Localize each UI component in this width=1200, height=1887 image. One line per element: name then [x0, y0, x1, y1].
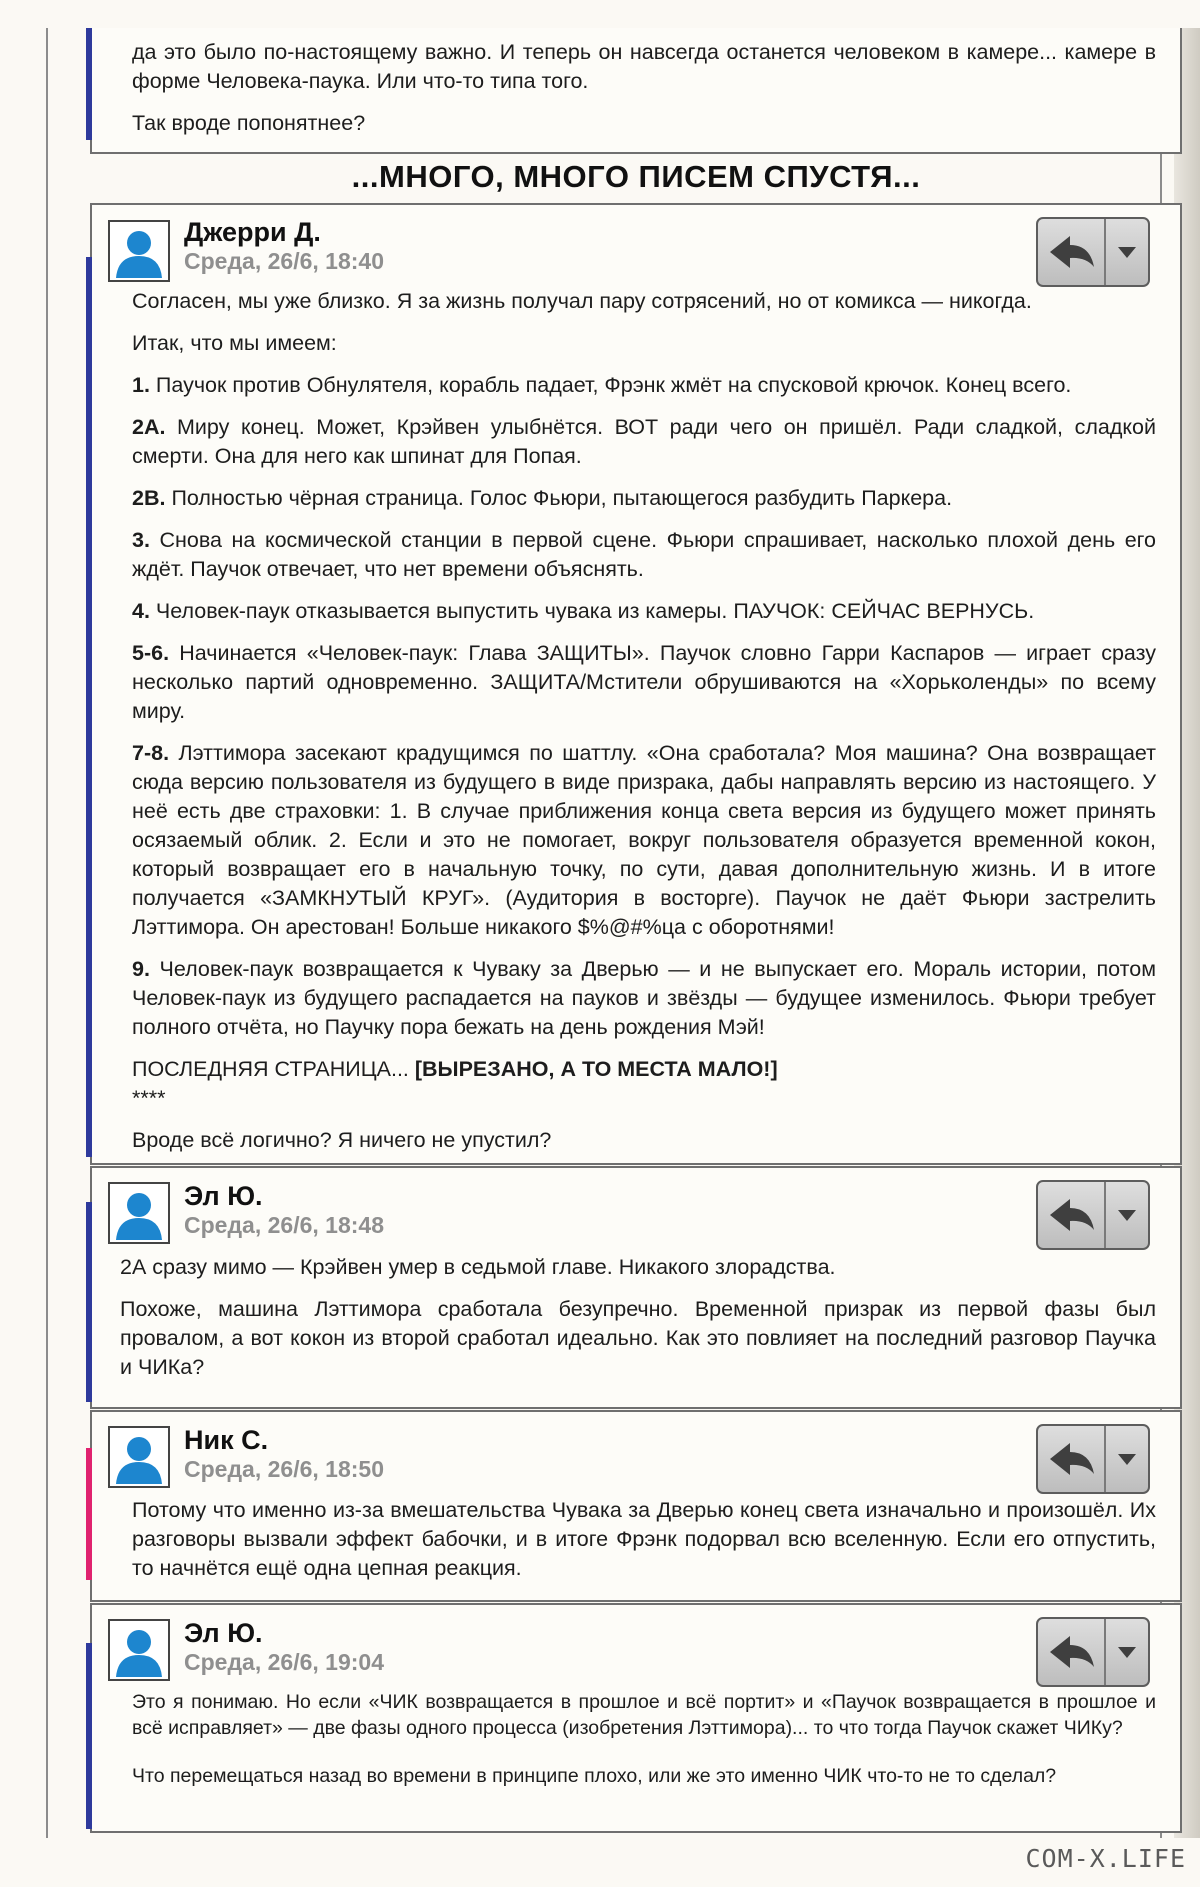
item-text: Начинается «Человек-паук: Глава ЗАЩИТЫ». Паучок словно Гарри Каспаров — играет сразу несколько партий одновременно. ЗАЩИТА/Мстители обрушиваются на «Хорьколенды» по всему миру. — [132, 641, 1156, 723]
reply-button[interactable] — [1036, 1424, 1150, 1494]
post-fragment — [90, 28, 1182, 154]
item-number: 4. — [132, 599, 150, 623]
list-item — [132, 955, 1156, 1042]
item-text: Человек-паук отказывается выпустить чувака из камеры. ПАУЧОК: СЕЙЧАС ВЕРНУСЬ. — [149, 599, 1035, 623]
post-paragraph: Вроде всё логично? Я ничего не упустил? — [132, 1128, 552, 1152]
list-item — [132, 526, 1156, 584]
item-text: Паучок против Обнулятеля, корабль падает, Фрэнк жмёт на спусковой крючок. Конец всего. — [149, 373, 1072, 397]
accent-bar — [86, 1643, 92, 1829]
reply-dropdown[interactable] — [1106, 1619, 1148, 1685]
fragment-paragraph: Так вроде попонятнее? — [132, 111, 366, 135]
post-paragraph: Похоже, машина Лэттимора сработала безупречно. Временной призрак из первой фазы был провалом, а вот кокон из второй сработал идеально. Как это повлияет на последний разговор Паучка и ЧИКа? — [120, 1297, 1156, 1379]
reply-button[interactable] — [1036, 1180, 1150, 1250]
item-number: 2В. — [132, 486, 166, 510]
reply-main[interactable] — [1038, 1426, 1106, 1492]
page-frame-left — [46, 28, 48, 1838]
item-text: Лэттимора засекают крадущимся по шаттлу. «Она сработала? Моя машина? Она возвращает сюда версию пользователя из будущего в виде призрака, дабы направлять версию из настоящего. У неё есть две страховки: 1. В случае приближения конца света версия из будущего может принять осязаемый облик. 2. Если и это не помогает, вокруг пользователя образуется временной кокон, который возвращает его в начальную точку, по сути, давая дополнительную жизнь. И в итоге получается «ЗАМКНУТЫЙ КРУГ». (Аудитория в восторге). Паучок не даёт Фьюри застрелить Лэттимора. Он арестован! Больше никакого $%@#%ца с оборотнями! — [132, 741, 1156, 939]
list-item — [132, 597, 1156, 626]
reply-dropdown[interactable] — [1106, 219, 1148, 285]
item-text: Снова на космической станции в первой сцене. Фьюри спрашивает, насколько плохой день его ждёт. Паучок отвечает, что нет времени объяснять. — [132, 528, 1156, 581]
reply-arrow-icon — [1038, 219, 1104, 285]
list-item — [132, 371, 1156, 400]
chevron-down-icon — [1106, 1619, 1148, 1685]
avatar — [108, 1182, 170, 1244]
post-paragraph: Что перемещаться назад во времени в принципе плохо, или же это именно ЧИК что-то не то сделал? — [132, 1765, 1057, 1787]
last-page-bold: [ВЫРЕЗАНО, А ТО МЕСТА МАЛО!] — [414, 1057, 778, 1081]
accent-bar — [86, 1448, 92, 1580]
post-paragraph: Согласен, мы уже близко. Я за жизнь получал пару сотрясений, но от комикса — никогда. — [132, 289, 1032, 313]
post-date: Среда, 26/6, 18:50 — [184, 1456, 384, 1482]
post-date: Среда, 26/6, 18:40 — [184, 248, 384, 274]
post-paragraph: Это я понимаю. Но если «ЧИК возвращается в прошлое и всё портит» и «Паучок возвращается в прошлое и всё исправляет» — две фазы одного процесса (изобретения Лэттимора)... то что тогда Паучок скажет ЧИКу? — [132, 1691, 1156, 1739]
fragment-paragraph: да это было по-настоящему важно. И теперь он навсегда останется человеком в камере... камере в форме Человека-паука. Или что-то типа того. — [132, 40, 1156, 93]
user-avatar-icon — [110, 1621, 168, 1679]
post-author: Ник С. — [184, 1425, 269, 1455]
accent-bar — [86, 1202, 92, 1402]
list-item — [132, 739, 1156, 942]
post-paragraph: Итак, что мы имеем: — [132, 331, 337, 355]
user-avatar-icon — [110, 222, 168, 280]
last-page-prefix: ПОСЛЕДНЯЯ СТРАНИЦА... — [132, 1057, 415, 1081]
post-el-2 — [90, 1603, 1182, 1833]
watermark: COM-X.LIFE — [1025, 1844, 1186, 1873]
reply-dropdown[interactable] — [1106, 1182, 1148, 1248]
list-item — [132, 639, 1156, 726]
item-text: Человек-паук возвращается к Чуваку за Дверью — и не выпускает его. Мораль истории, потом Человек-паук из будущего распадается на пауков и звёзды — будущее изменилось. Фьюри требует полного отчёта, но Паучку пора бежать на день рождения Мэй! — [132, 957, 1156, 1039]
post-paragraph: Потому что именно из-за вмешательства Чувака за Дверью конец света изначально и произошёл. Их разговоры вызвали эффект бабочки, и в итоге Фрэнк подорвал всю вселенную. Если его отпустить, то начнётся ещё одна цепная реакция. — [132, 1498, 1156, 1580]
reply-button[interactable] — [1036, 217, 1150, 287]
avatar — [108, 220, 170, 282]
reply-dropdown[interactable] — [1106, 1426, 1148, 1492]
item-number: 3. — [132, 528, 150, 552]
item-number: 2А. — [132, 415, 166, 439]
user-avatar-icon — [110, 1428, 168, 1486]
accent-bar — [86, 28, 92, 140]
reply-main[interactable] — [1038, 1182, 1106, 1248]
post-author: Эл Ю. — [184, 1181, 263, 1211]
last-page-line — [132, 1055, 1156, 1084]
chevron-down-icon — [1106, 1182, 1148, 1248]
post-paragraph: 2А сразу мимо — Крэйвен умер в седьмой главе. Никакого злорадства. — [120, 1255, 836, 1279]
item-text: Миру конец. Может, Крэйвен улыбнётся. ВОТ ради чего он пришёл. Ради сладкой, сладкой смерти. Она для него как шпинат для Попая. — [132, 415, 1156, 468]
reply-arrow-icon — [1038, 1426, 1104, 1492]
list-item — [132, 484, 1156, 513]
list-item — [132, 413, 1156, 471]
chevron-down-icon — [1106, 1426, 1148, 1492]
item-text: Полностью чёрная страница. Голос Фьюри, пытающегося разбудить Паркера. — [165, 486, 953, 510]
reply-main[interactable] — [1038, 219, 1106, 285]
item-number: 7-8. — [132, 741, 170, 765]
post-nik — [90, 1410, 1182, 1602]
post-jerry — [90, 203, 1182, 1165]
avatar — [108, 1619, 170, 1681]
reply-arrow-icon — [1038, 1619, 1104, 1685]
reply-arrow-icon — [1038, 1182, 1104, 1248]
item-number: 9. — [132, 957, 150, 981]
post-date: Среда, 26/6, 18:48 — [184, 1212, 384, 1238]
accent-bar — [86, 257, 92, 1157]
post-author: Джерри Д. — [184, 217, 321, 247]
item-number: 5-6. — [132, 641, 170, 665]
item-number: 1. — [132, 373, 150, 397]
user-avatar-icon — [110, 1184, 168, 1242]
reply-main[interactable] — [1038, 1619, 1106, 1685]
avatar — [108, 1426, 170, 1488]
section-title: ...МНОГО, МНОГО ПИСЕМ СПУСТЯ... — [351, 159, 921, 194]
stars-separator: **** — [132, 1086, 166, 1110]
reply-button[interactable] — [1036, 1617, 1150, 1687]
chevron-down-icon — [1106, 219, 1148, 285]
post-el-1 — [90, 1166, 1182, 1409]
post-author: Эл Ю. — [184, 1618, 263, 1648]
post-date: Среда, 26/6, 19:04 — [184, 1649, 384, 1675]
